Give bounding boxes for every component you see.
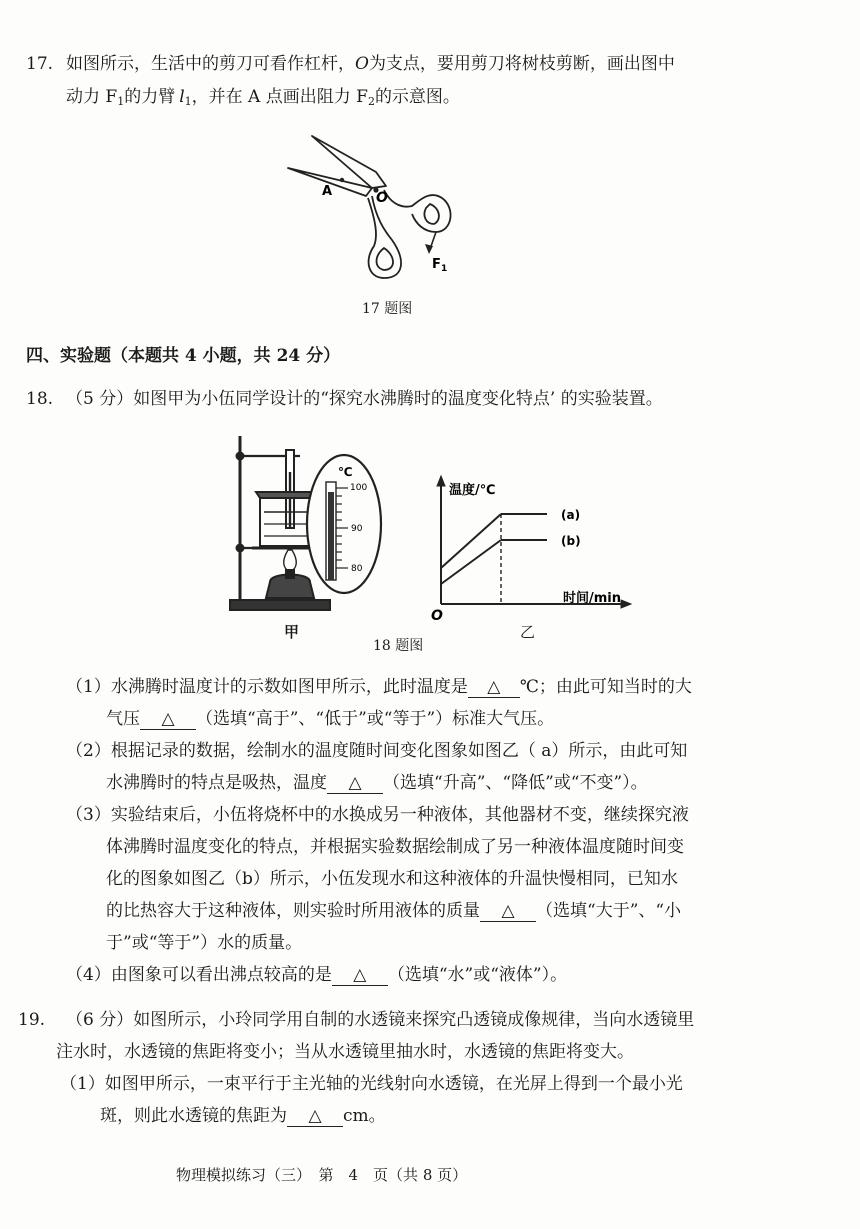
label-a: A	[322, 184, 333, 199]
q18-part3-line5: 于”或“等于”）水的质量。	[106, 933, 303, 953]
label-f1: F	[432, 257, 441, 272]
thermo-tick-80: 80	[351, 564, 363, 574]
graph-origin-label: O	[431, 608, 443, 622]
figure-18-caption: 18 题图	[373, 638, 424, 654]
answer-blank-q18-1[interactable]: △	[468, 677, 520, 698]
curve-a-label: (a)	[561, 508, 581, 522]
q19-part1-line2: 斑，则此水透镜的焦距为 △ cm。	[100, 1106, 386, 1126]
section-4-heading: 四、实验题（本题共 4 小题，共 24 分）	[26, 346, 341, 366]
q18-part2-line1: （2）根据记录的数据，绘制水的温度随时间变化图象如图乙（ a）所示，由此可知	[66, 741, 688, 761]
flame	[284, 550, 297, 572]
q18-part2-line2: 水沸腾时的特点是吸热，温度 △ （选填“升高”、“降低”或“不变”）。	[106, 773, 648, 793]
question-17-line-2: 动力 $F_1$的力臂 $l_1$，并在 A 点画出阻力 $F_2$的示意图。	[66, 87, 460, 108]
q18-part3-line4: 的比热容大于这种液体，则实验时所用液体的质量 △ （选填“大于”、“小	[106, 901, 682, 921]
mercury-column	[328, 492, 334, 580]
temperature-graph	[425, 472, 645, 622]
question-18-number: 18.	[26, 389, 54, 409]
answer-blank-q18-3[interactable]: △	[480, 901, 536, 922]
q18-part4: （4）由图象可以看出沸点较高的是 △ （选填“水”或“液体”）。	[66, 965, 568, 985]
question-19-line-2: 注水时，水透镜的焦距将变小；当从水透镜里抽水时，水透镜的焦距将变大。	[56, 1042, 634, 1062]
point-a	[340, 178, 344, 182]
scissors-figure	[280, 128, 480, 288]
figure-jia-label: 甲	[284, 623, 300, 641]
curve-b-label: (b)	[561, 534, 581, 548]
graph-x-label: 时间/min	[563, 591, 622, 606]
thermo-unit-label: ℃	[338, 465, 353, 479]
answer-blank-q18-4[interactable]: △	[332, 965, 388, 986]
answer-blank-q19-1[interactable]: △	[287, 1106, 343, 1127]
curve-b-rise	[441, 540, 501, 584]
scissors-lower-handle-inner	[377, 248, 394, 270]
question-19-number: 19.	[18, 1010, 46, 1030]
figure-17-caption: 17 题图	[362, 301, 413, 317]
label-o: O	[376, 190, 388, 206]
stand-base	[230, 600, 330, 610]
curve-a-rise	[441, 514, 501, 568]
q18-part3-line1: （3）实验结束后，小伍将烧杯中的水换成另一种液体，其他器材不变，继续探究液	[66, 805, 689, 825]
thermo-tick-100: 100	[350, 483, 368, 493]
question-18-stem: （5 分）如图甲为小伍同学设计的“探究水沸腾时的温度变化特点’ 的实验装置。	[66, 389, 663, 409]
scissors-lower-handle	[368, 196, 401, 278]
scissors-upper-handle-inner	[424, 204, 439, 224]
question-19-line-1: （6 分）如图所示，小玲同学用自制的水透镜来探究凸透镜成像规律，当向水透镜里	[66, 1010, 695, 1030]
question-17-number: 17.	[26, 54, 54, 74]
figure-yi-label: 乙	[520, 623, 536, 641]
graph-y-label: 温度/℃	[449, 483, 496, 498]
q19-part1-line1: （1）如图甲所示，一束平行于主光轴的光线射向水透镜，在光屏上得到一个最小光	[60, 1074, 683, 1094]
q18-part3-line2: 体沸腾时温度变化的特点，并根据实验数据绘制成了另一种液体温度随时间变	[106, 837, 684, 857]
question-17-line-1: 如图所示，生活中的剪刀可看作杠杆，O为支点，要用剪刀将树枝剪断，画出图中	[66, 54, 675, 74]
q18-part1-line2: 气压 △ （选填“高于”、“低于”或“等于”）标准大气压。	[106, 709, 555, 729]
q18-part1-line1: （1）水沸腾时温度计的示数如图甲所示，此时温度是 △ ℃；由此可知当时的大	[66, 677, 692, 697]
answer-blank-q18-2[interactable]: △	[327, 773, 383, 794]
q18-part3-line3: 化的图象如图乙（b）所示，小伍发现水和这种液体的升温快慢相同，已知水	[106, 869, 678, 889]
label-f1-sub: 1	[441, 264, 448, 274]
page-footer: 物理模拟练习（三） 第 4 页（共 8 页）	[176, 1166, 468, 1184]
thermometer-scale-figure	[304, 452, 384, 596]
thermo-tick-90: 90	[351, 524, 363, 534]
scissors-upper-handle	[384, 190, 451, 232]
answer-blank-q18-1b[interactable]: △	[140, 709, 196, 730]
